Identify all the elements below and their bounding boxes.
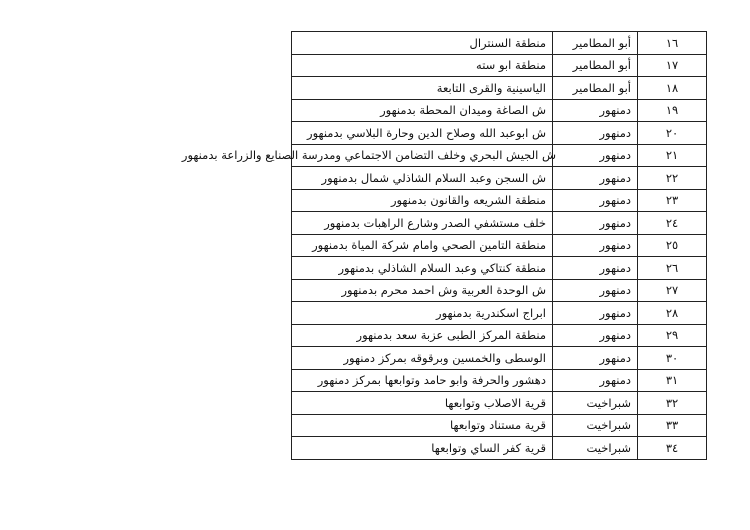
table-row [292, 392, 707, 415]
area-text: ش الصاغة وميدان المحطة بدمنهور [380, 103, 546, 118]
area-name [292, 437, 553, 460]
center-name: دمنهور [553, 99, 638, 122]
row-number: ٢٨ [638, 302, 707, 325]
row-number: ١٧ [638, 54, 707, 77]
row-number: ١٩ [638, 99, 707, 122]
area-name [292, 392, 553, 415]
table-row [292, 167, 707, 190]
area-name [292, 347, 553, 370]
table-row [292, 369, 707, 392]
center-name: دمنهور [553, 257, 638, 280]
area-text: دهشور والحرفة وابو حامد وتوابعها بمركز دمنهور [317, 373, 546, 388]
row-number: ١٨ [638, 77, 707, 100]
row-number: ٢٤ [638, 212, 707, 235]
table-row [292, 437, 707, 460]
table-row [292, 347, 707, 370]
row-number: ٢٦ [638, 257, 707, 280]
area-text: ش الجيش البحري وخلف التضامن الاجتماعي ومدرسة الصنايع والزراعة بدمنهور [181, 148, 556, 163]
center-name: أبو المطامير [553, 32, 638, 55]
area-text: خلف مستشفي الصدر وشارع الراهبات بدمنهور [324, 215, 546, 230]
area-name [292, 189, 553, 212]
table-row [292, 414, 707, 437]
area-text: ش ابوعبد الله وصلاح الدين وحارة البلاسي بدمنهور [307, 125, 546, 140]
area-text: قرية كفر الساي وتوابعها [431, 440, 546, 455]
center-name: دمنهور [553, 189, 638, 212]
table-row [292, 99, 707, 122]
area-text: منطقة السنترال [469, 35, 546, 50]
table-row [292, 122, 707, 145]
center-name: دمنهور [553, 302, 638, 325]
area-text: ش السجن وعبد السلام الشاذلي شمال بدمنهور [321, 170, 546, 185]
center-name: دمنهور [553, 369, 638, 392]
area-text: ابراج اسكندرية بدمنهور [436, 305, 546, 320]
table-row [292, 279, 707, 302]
area-name [292, 279, 553, 302]
table-row [292, 302, 707, 325]
table-row [292, 77, 707, 100]
row-number: ١٦ [638, 32, 707, 55]
center-name: شبراخيت [553, 392, 638, 415]
area-name [292, 167, 553, 190]
area-text: منطقة الشريعه والقانون بدمنهور [390, 193, 546, 208]
area-text: قرية مستناد وتوابعها [450, 418, 546, 433]
table-row [292, 212, 707, 235]
table-row [292, 189, 707, 212]
schedule-table [181, 31, 707, 460]
center-name: دمنهور [553, 212, 638, 235]
area-name [292, 122, 553, 145]
center-name: أبو المطامير [553, 54, 638, 77]
row-number: ٢٣ [638, 189, 707, 212]
row-number: ٢٥ [638, 234, 707, 257]
row-number: ٣٢ [638, 392, 707, 415]
table-row [292, 144, 707, 167]
row-number: ٣٤ [638, 437, 707, 460]
center-name: شبراخيت [553, 414, 638, 437]
area-name [292, 99, 553, 122]
area-text: منطقة ابو سته [476, 58, 546, 73]
area-name [292, 54, 553, 77]
area-name [292, 324, 553, 347]
area-text: الياسينية والقرى التابعة [436, 80, 546, 95]
area-text: قرية الاصلاب وتوابعها [444, 395, 546, 410]
center-name: دمنهور [553, 167, 638, 190]
center-name: أبو المطامير [553, 77, 638, 100]
area-name [292, 414, 553, 437]
center-name: دمنهور [553, 279, 638, 302]
area-name [292, 77, 553, 100]
area-name [292, 32, 553, 55]
area-text: منطقة كنتاكي وعبد السلام الشاذلي بدمنهور [338, 260, 546, 275]
center-name: دمنهور [553, 347, 638, 370]
center-name: دمنهور [553, 122, 638, 145]
row-number: ٢٠ [638, 122, 707, 145]
row-number: ٢٢ [638, 167, 707, 190]
area-name [292, 234, 553, 257]
row-number: ٢٩ [638, 324, 707, 347]
area-text: ش الوحدة العربية وش احمد محرم بدمنهور [341, 283, 546, 298]
center-name: شبراخيت [553, 437, 638, 460]
area-text: منطقة المركز الطبى عزبة سعد بدمنهور [356, 328, 546, 343]
center-name: دمنهور [553, 234, 638, 257]
area-text: الوسطى والخمسين وبرقوقه بمركز دمنهور [343, 350, 546, 365]
area-name [181, 144, 556, 167]
area-name [292, 302, 553, 325]
row-number: ٢١ [638, 144, 707, 167]
area-name [292, 369, 553, 392]
table-row [292, 54, 707, 77]
table-row [292, 234, 707, 257]
table-row [292, 324, 707, 347]
table-row [292, 32, 707, 55]
area-name [292, 212, 553, 235]
table-body [181, 32, 707, 460]
table-row [292, 257, 707, 280]
center-name: دمنهور [553, 144, 638, 167]
row-number: ٢٧ [638, 279, 707, 302]
row-number: ٣٣ [638, 414, 707, 437]
row-number: ٣٠ [638, 347, 707, 370]
area-name [292, 257, 553, 280]
area-text: منطقة التامين الصحي وامام شركة المياة بدمنهور [312, 238, 546, 253]
center-name: دمنهور [553, 324, 638, 347]
row-number: ٣١ [638, 369, 707, 392]
